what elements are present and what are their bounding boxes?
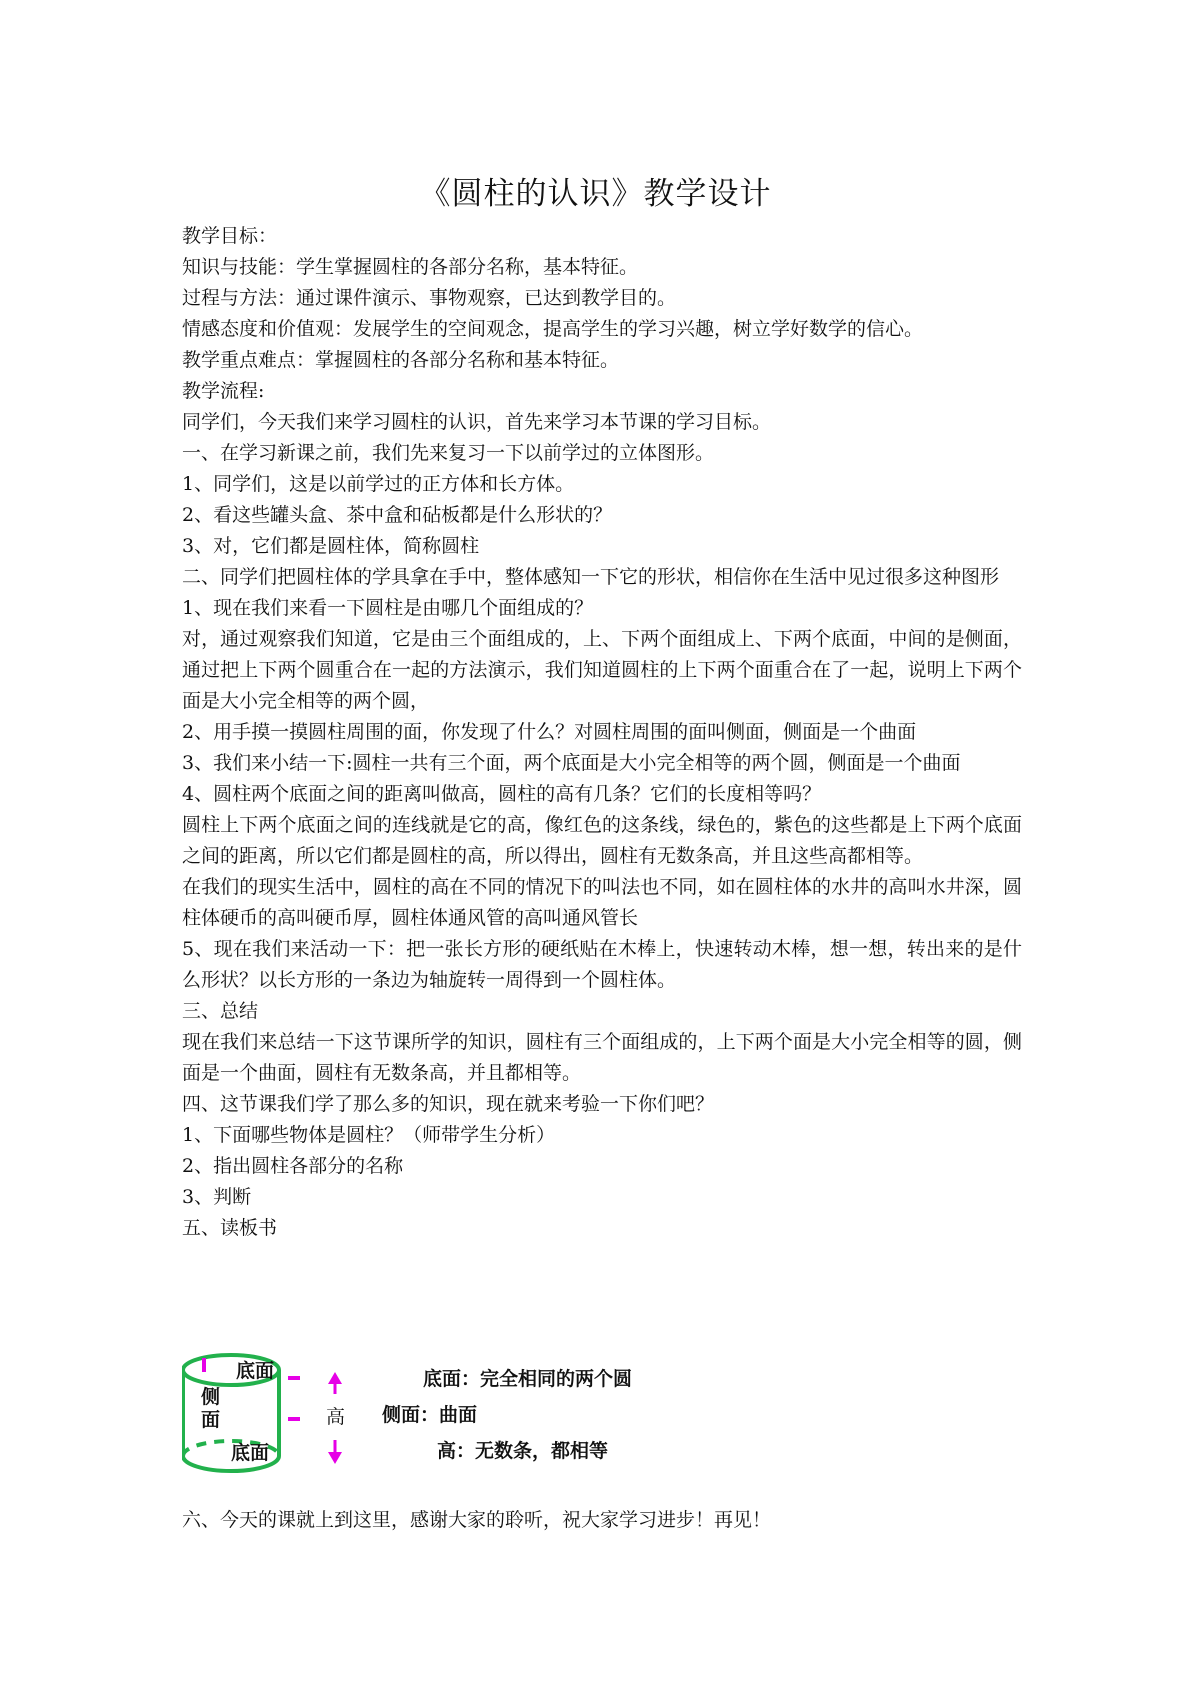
body-line: 二、同学们把圆柱体的学具拿在手中，整体感知一下它的形状，相信你在生活中见过很多这种图形 <box>182 566 1000 588</box>
bottom-base-label: 底面 <box>231 1442 270 1464</box>
closing-line: 六、今天的课就上到这里，感谢大家的聆听，祝大家学习进步！再见！ <box>182 1509 772 1531</box>
body-line: 2、指出圆柱各部分的名称 <box>182 1155 404 1177</box>
body-line: 一、在学习新课之前，我们先来复习一下以前学过的立体图形。 <box>182 442 715 464</box>
body-line: 教学流程: <box>182 380 265 402</box>
body-line: 2、用手摸一摸圆柱周围的面，你发现了什么？对圆柱周围的面叫侧面，侧面是一个曲面 <box>182 721 917 743</box>
body-line: 过程与方法：通过课件演示、事物观察，已达到教学目的。 <box>182 287 677 309</box>
side-label: 面 <box>201 1409 221 1431</box>
body-line: 教学重点难点：掌握圆柱的各部分名称和基本特征。 <box>182 349 620 371</box>
body-line: 对，通过观察我们知道，它是由三个面组成的，上、下两个面组成上、下两个底面，中间的是侧面，通过把上下两个圆重合在一起的方法演示，我们知道圆柱的上下两个面重合在了一起，说明上下两个面是大小完全相等的两个圆， <box>182 628 1022 712</box>
body-line: 3、判断 <box>182 1186 252 1208</box>
body-line: 知识与技能：学生掌握圆柱的各部分名称，基本特征。 <box>182 256 639 278</box>
body-line: 四、这节课我们学了那么多的知识，现在就来考验一下你们吧？ <box>182 1093 715 1115</box>
body-line: 3、我们来小结一下:圆柱一共有三个面，两个底面是大小完全相等的两个圆，侧面是一个曲面 <box>182 752 961 774</box>
body-line: 教学目标： <box>182 225 278 247</box>
note-side: 侧面：曲面 <box>382 1404 478 1426</box>
body-line: 5、现在我们来活动一下：把一张长方形的硬纸贴在木棒上，快速转动木棒，想一想，转出来的是什么形状？以长方形的一条边为轴旋转一周得到一个圆柱体。 <box>182 938 1022 991</box>
body-line: 2、看这些罐头盒、茶中盒和砧板都是什么形状的？ <box>182 504 613 526</box>
height-label: 高 <box>326 1406 346 1428</box>
document-title: 《圆柱的认识》教学设计 <box>419 176 772 212</box>
body-line: 1、同学们，这是以前学过的正方体和长方体。 <box>182 473 575 495</box>
body-line: 现在我们来总结一下这节课所学的知识，圆柱有三个面组成的，上下两个面是大小完全相等的圆，侧面是一个曲面，圆柱有无数条高，并且都相等。 <box>182 1031 1022 1084</box>
body-line: 情感态度和价值观：发展学生的空间观念，提高学生的学习兴趣，树立学好数学的信心。 <box>182 318 924 340</box>
body-line: 圆柱上下两个底面之间的连线就是它的高，像红色的这条线，绿色的，紫色的这些都是上下两个底面之间的距离，所以它们都是圆柱的高，所以得出，圆柱有无数条高，并且这些高都相等。 <box>182 814 1022 867</box>
note-base: 底面：完全相同的两个圆 <box>423 1368 633 1390</box>
blackboard-diagram <box>182 1350 742 1480</box>
body-line: 1、现在我们来看一下圆柱是由哪几个面组成的？ <box>182 597 594 619</box>
top-base-label: 底面 <box>236 1360 275 1382</box>
body-line: 3、对，它们都是圆柱体，简称圆柱 <box>182 535 480 557</box>
side-label: 侧 <box>201 1386 221 1408</box>
body-line: 4、圆柱两个底面之间的距离叫做高，圆柱的高有几条？它们的长度相等吗？ <box>182 783 822 805</box>
body-line: 三、总结 <box>182 1000 259 1022</box>
document-body <box>182 221 1022 1244</box>
body-line: 在我们的现实生活中，圆柱的高在不同的情况下的叫法也不同，如在圆柱体的水井的高叫水井深，圆柱体硬币的高叫硬币厚，圆柱体通风管的高叫通风管长 <box>182 876 1022 929</box>
body-line: 同学们，今天我们来学习圆柱的认识，首先来学习本节课的学习目标。 <box>182 411 772 433</box>
body-line: 1、下面哪些物体是圆柱？（师带学生分析） <box>182 1124 556 1146</box>
arrow-down-icon <box>328 1452 342 1464</box>
note-height: 高：无数条，都相等 <box>437 1440 609 1462</box>
body-line: 五、读板书 <box>182 1217 278 1239</box>
